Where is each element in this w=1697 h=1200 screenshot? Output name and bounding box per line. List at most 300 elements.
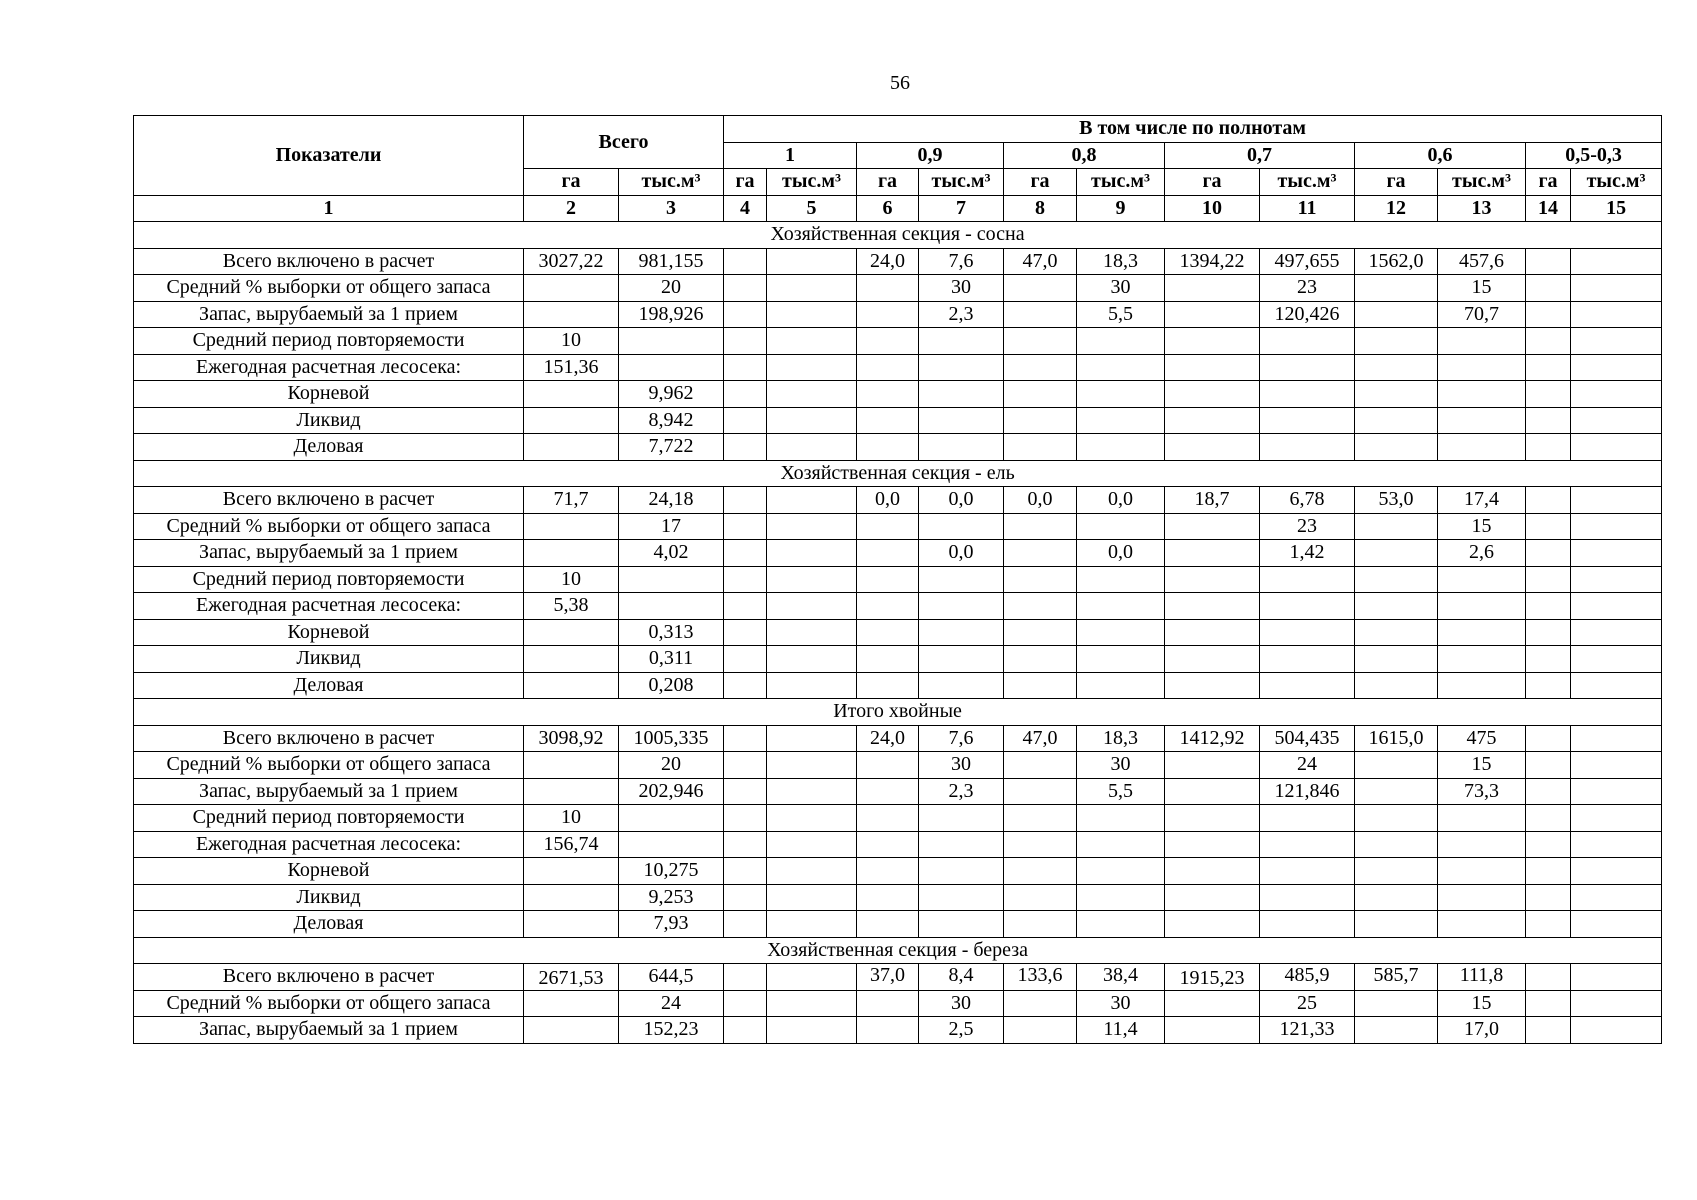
header-unit-ha: га <box>1004 169 1077 196</box>
table-cell <box>1004 275 1077 302</box>
table-cell <box>1077 911 1165 938</box>
section-title: Хозяйственная секция - береза <box>134 937 1662 964</box>
table-cell <box>857 381 919 408</box>
table-cell <box>1004 301 1077 328</box>
table-cell <box>919 805 1004 832</box>
table-cell <box>1355 407 1438 434</box>
table-cell <box>767 540 857 567</box>
table-cell: 133,6 <box>1004 964 1077 991</box>
table-cell <box>1165 593 1260 620</box>
table-cell <box>524 884 619 911</box>
table-cell <box>1571 301 1662 328</box>
table-cell <box>767 805 857 832</box>
table-cell: 10,275 <box>619 858 724 885</box>
table-cell <box>1355 646 1438 673</box>
table-cell <box>1004 672 1077 699</box>
table-cell <box>1571 248 1662 275</box>
table-cell <box>1165 301 1260 328</box>
table-cell: 7,93 <box>619 911 724 938</box>
table-cell: 644,5 <box>619 964 724 991</box>
table-cell <box>857 540 919 567</box>
header-indicators: Показатели <box>134 116 524 196</box>
table-row <box>134 487 1662 514</box>
table-cell: 2671,53 <box>524 964 619 991</box>
table-cell: 0,0 <box>919 487 1004 514</box>
header-unit-ha: га <box>1526 169 1571 196</box>
table-cell: 121,33 <box>1260 1017 1355 1044</box>
table-cell <box>724 566 767 593</box>
row-label: Корневой <box>134 858 524 885</box>
table-cell <box>767 911 857 938</box>
table-cell <box>857 884 919 911</box>
table-cell <box>524 672 619 699</box>
table-cell <box>1004 593 1077 620</box>
table-cell <box>1260 646 1355 673</box>
table-cell: 2,3 <box>919 778 1004 805</box>
table-cell: 10 <box>524 805 619 832</box>
table-cell <box>1438 434 1526 461</box>
header-unit-ha: га <box>524 169 619 196</box>
table-cell <box>1077 831 1165 858</box>
table-cell <box>857 911 919 938</box>
table-cell: 0,0 <box>1077 540 1165 567</box>
table-cell <box>1571 1017 1662 1044</box>
table-cell <box>857 831 919 858</box>
table-cell: 457,6 <box>1438 248 1526 275</box>
table-cell <box>1571 566 1662 593</box>
table-cell <box>724 619 767 646</box>
table-cell <box>1355 831 1438 858</box>
table-cell <box>724 646 767 673</box>
table-cell <box>724 752 767 779</box>
column-number: 12 <box>1355 195 1438 222</box>
table-cell <box>919 646 1004 673</box>
table-cell: 24,18 <box>619 487 724 514</box>
table-cell <box>919 354 1004 381</box>
table-cell <box>767 858 857 885</box>
table-cell <box>524 752 619 779</box>
table-cell <box>724 593 767 620</box>
table-cell: 18,7 <box>1165 487 1260 514</box>
table-cell <box>1571 858 1662 885</box>
row-label: Деловая <box>134 911 524 938</box>
table-cell: 981,155 <box>619 248 724 275</box>
table-cell <box>1571 752 1662 779</box>
table-cell <box>1438 354 1526 381</box>
table-cell <box>1165 354 1260 381</box>
table-cell <box>619 593 724 620</box>
table-cell <box>724 1017 767 1044</box>
table-cell <box>724 540 767 567</box>
table-cell <box>1165 831 1260 858</box>
table-cell: 30 <box>1077 752 1165 779</box>
table-cell <box>1004 407 1077 434</box>
table-cell: 18,3 <box>1077 248 1165 275</box>
table-cell <box>767 646 857 673</box>
table-cell <box>1004 540 1077 567</box>
table-cell: 202,946 <box>619 778 724 805</box>
row-label: Запас, вырубаемый за 1 прием <box>134 301 524 328</box>
table-cell <box>1438 884 1526 911</box>
table-cell <box>1260 672 1355 699</box>
table-cell: 20 <box>619 275 724 302</box>
table-cell <box>1260 354 1355 381</box>
table-cell <box>1260 619 1355 646</box>
column-number: 4 <box>724 195 767 222</box>
table-cell <box>767 778 857 805</box>
table-cell: 53,0 <box>1355 487 1438 514</box>
table-cell: 47,0 <box>1004 248 1077 275</box>
table-cell <box>919 407 1004 434</box>
table-cell <box>1077 672 1165 699</box>
table-cell <box>1526 911 1571 938</box>
table-cell <box>1260 831 1355 858</box>
row-label: Ликвид <box>134 884 524 911</box>
table-cell <box>1260 805 1355 832</box>
table-cell: 10 <box>524 566 619 593</box>
table-cell <box>524 434 619 461</box>
table-cell <box>857 858 919 885</box>
table-cell <box>919 884 1004 911</box>
table-cell: 30 <box>919 752 1004 779</box>
table-cell <box>1571 434 1662 461</box>
table-cell: 24,0 <box>857 248 919 275</box>
table-cell <box>1571 540 1662 567</box>
table-cell <box>724 858 767 885</box>
table-cell <box>724 328 767 355</box>
table-row <box>134 248 1662 275</box>
row-label: Ликвид <box>134 407 524 434</box>
table-cell <box>1526 381 1571 408</box>
table-cell <box>767 884 857 911</box>
table-cell <box>1260 858 1355 885</box>
header-density-0-5-0-3: 0,5-0,3 <box>1526 142 1662 169</box>
table-cell <box>1438 566 1526 593</box>
section-title-row <box>134 699 1662 726</box>
table-cell <box>1004 566 1077 593</box>
table-cell: 11,4 <box>1077 1017 1165 1044</box>
table-row <box>134 884 1662 911</box>
table-cell <box>1077 381 1165 408</box>
table-cell: 152,23 <box>619 1017 724 1044</box>
table-cell <box>1438 619 1526 646</box>
table-cell: 1005,335 <box>619 725 724 752</box>
table-cell <box>767 275 857 302</box>
table-cell <box>1355 354 1438 381</box>
table-row <box>134 990 1662 1017</box>
table-cell <box>1004 381 1077 408</box>
table-row <box>134 354 1662 381</box>
table-cell <box>524 619 619 646</box>
table-cell <box>1526 540 1571 567</box>
table-cell <box>619 354 724 381</box>
table-cell <box>1355 884 1438 911</box>
table-cell <box>1355 381 1438 408</box>
table-header <box>134 116 1662 222</box>
header-unit-volume: тыс.м³ <box>1571 169 1662 196</box>
table-cell <box>1165 805 1260 832</box>
table-row <box>134 752 1662 779</box>
table-cell <box>724 911 767 938</box>
table-cell <box>1165 911 1260 938</box>
table-cell <box>619 805 724 832</box>
table-cell <box>767 831 857 858</box>
table-cell <box>1571 805 1662 832</box>
table-cell <box>1526 858 1571 885</box>
header-unit-volume: тыс.м³ <box>1260 169 1355 196</box>
table-cell: 9,962 <box>619 381 724 408</box>
header-density-1: 1 <box>724 142 857 169</box>
table-cell <box>1165 566 1260 593</box>
table-cell <box>619 566 724 593</box>
table-cell: 0,0 <box>857 487 919 514</box>
table-cell <box>724 964 767 991</box>
table-cell: 5,5 <box>1077 301 1165 328</box>
table-row <box>134 407 1662 434</box>
table-cell <box>1526 672 1571 699</box>
table-cell <box>1077 805 1165 832</box>
table-cell <box>1077 354 1165 381</box>
table-cell <box>1004 354 1077 381</box>
table-cell: 0,0 <box>919 540 1004 567</box>
table-cell: 15 <box>1438 275 1526 302</box>
table-cell <box>857 354 919 381</box>
table-cell <box>1004 328 1077 355</box>
table-cell <box>1526 513 1571 540</box>
row-label: Деловая <box>134 672 524 699</box>
row-label: Средний период повторяемости <box>134 805 524 832</box>
table-cell: 15 <box>1438 752 1526 779</box>
table-cell <box>1438 646 1526 673</box>
table-body <box>134 222 1662 1044</box>
table-cell <box>767 725 857 752</box>
table-cell <box>724 301 767 328</box>
table-cell <box>1165 858 1260 885</box>
table-cell: 18,3 <box>1077 725 1165 752</box>
table-cell <box>1571 911 1662 938</box>
row-label: Средний % выборки от общего запаса <box>134 990 524 1017</box>
table-cell <box>1571 593 1662 620</box>
table-row <box>134 964 1662 991</box>
table-cell <box>1438 328 1526 355</box>
table-cell: 8,4 <box>919 964 1004 991</box>
table-cell <box>1004 778 1077 805</box>
row-label: Запас, вырубаемый за 1 прием <box>134 540 524 567</box>
table-cell <box>1077 407 1165 434</box>
table-cell <box>1355 990 1438 1017</box>
table-cell: 8,942 <box>619 407 724 434</box>
table-cell <box>524 275 619 302</box>
table-cell <box>857 593 919 620</box>
table-row <box>134 1017 1662 1044</box>
table-cell: 121,846 <box>1260 778 1355 805</box>
table-cell <box>767 354 857 381</box>
table-cell <box>767 1017 857 1044</box>
table-cell <box>524 911 619 938</box>
table-cell: 6,78 <box>1260 487 1355 514</box>
table-cell: 71,7 <box>524 487 619 514</box>
table-cell <box>1004 619 1077 646</box>
table-cell: 0,0 <box>1077 487 1165 514</box>
table-cell <box>524 301 619 328</box>
row-label: Средний % выборки от общего запаса <box>134 275 524 302</box>
row-label: Всего включено в расчет <box>134 248 524 275</box>
table-cell <box>1165 672 1260 699</box>
row-label: Всего включено в расчет <box>134 487 524 514</box>
forest-harvest-table <box>133 115 1662 1044</box>
table-cell <box>1004 513 1077 540</box>
table-cell <box>767 487 857 514</box>
table-cell <box>919 831 1004 858</box>
table-cell <box>1526 301 1571 328</box>
table-cell <box>919 858 1004 885</box>
table-cell: 73,3 <box>1438 778 1526 805</box>
table-cell <box>1526 725 1571 752</box>
column-number: 10 <box>1165 195 1260 222</box>
table-cell: 5,38 <box>524 593 619 620</box>
table-cell: 30 <box>1077 990 1165 1017</box>
table-cell: 1615,0 <box>1355 725 1438 752</box>
table-cell <box>1165 646 1260 673</box>
table-cell <box>1526 566 1571 593</box>
table-cell <box>724 434 767 461</box>
table-cell <box>1355 672 1438 699</box>
table-cell <box>724 275 767 302</box>
table-cell <box>1004 1017 1077 1044</box>
row-label: Ежегодная расчетная лесосека: <box>134 593 524 620</box>
table-cell <box>1165 1017 1260 1044</box>
table-cell <box>857 1017 919 1044</box>
table-cell <box>1355 593 1438 620</box>
table-cell <box>767 566 857 593</box>
table-cell <box>1571 884 1662 911</box>
table-row <box>134 593 1662 620</box>
table-cell <box>857 275 919 302</box>
table-cell <box>1004 884 1077 911</box>
table-cell: 7,722 <box>619 434 724 461</box>
row-label: Запас, вырубаемый за 1 прием <box>134 1017 524 1044</box>
table-cell <box>767 990 857 1017</box>
table-cell <box>767 407 857 434</box>
table-cell <box>1571 725 1662 752</box>
table-cell <box>857 328 919 355</box>
header-density-0-6: 0,6 <box>1355 142 1526 169</box>
table-cell <box>1526 884 1571 911</box>
table-cell: 0,208 <box>619 672 724 699</box>
table-cell: 15 <box>1438 990 1526 1017</box>
table-cell: 485,9 <box>1260 964 1355 991</box>
table-cell: 24,0 <box>857 725 919 752</box>
table-cell <box>767 593 857 620</box>
table-cell <box>524 381 619 408</box>
table-cell: 70,7 <box>1438 301 1526 328</box>
table-cell <box>1526 275 1571 302</box>
table-cell: 3098,92 <box>524 725 619 752</box>
table-cell <box>1165 778 1260 805</box>
table-cell <box>1526 407 1571 434</box>
table-cell <box>919 328 1004 355</box>
table-cell <box>1077 513 1165 540</box>
table-cell <box>919 434 1004 461</box>
table-cell <box>524 540 619 567</box>
table-cell <box>1571 513 1662 540</box>
header-column-numbers-row <box>134 195 1662 222</box>
header-by-density: В том числе по полнотам <box>724 116 1662 143</box>
table-cell <box>1355 805 1438 832</box>
table-cell: 20 <box>619 752 724 779</box>
table-cell: 504,435 <box>1260 725 1355 752</box>
table-cell <box>767 434 857 461</box>
table-cell <box>919 619 1004 646</box>
table-cell <box>524 778 619 805</box>
section-title-row <box>134 460 1662 487</box>
table-cell <box>1526 354 1571 381</box>
table-cell: 1412,92 <box>1165 725 1260 752</box>
header-unit-ha: га <box>1165 169 1260 196</box>
table-cell <box>1355 911 1438 938</box>
table-cell <box>1165 990 1260 1017</box>
table-cell <box>1438 911 1526 938</box>
table-cell <box>1260 328 1355 355</box>
table-cell <box>1004 990 1077 1017</box>
table-cell: 1394,22 <box>1165 248 1260 275</box>
row-label: Средний период повторяемости <box>134 566 524 593</box>
column-number: 11 <box>1260 195 1355 222</box>
column-number: 1 <box>134 195 524 222</box>
header-density-0-7: 0,7 <box>1165 142 1355 169</box>
table-row <box>134 778 1662 805</box>
table-cell <box>1355 619 1438 646</box>
table-cell <box>1004 752 1077 779</box>
table-cell <box>724 248 767 275</box>
header-unit-volume: тыс.м³ <box>919 169 1004 196</box>
table-cell <box>1526 964 1571 991</box>
table-cell <box>1004 805 1077 832</box>
table-cell: 7,6 <box>919 725 1004 752</box>
table-cell <box>1526 434 1571 461</box>
table-cell <box>1077 619 1165 646</box>
table-cell <box>857 513 919 540</box>
table-cell <box>1355 328 1438 355</box>
table-cell: 1562,0 <box>1355 248 1438 275</box>
table-cell <box>1526 805 1571 832</box>
table-row <box>134 301 1662 328</box>
table-cell <box>1438 407 1526 434</box>
table-cell <box>767 619 857 646</box>
table-cell <box>767 513 857 540</box>
row-label: Ежегодная расчетная лесосека: <box>134 831 524 858</box>
column-number: 2 <box>524 195 619 222</box>
table-cell <box>1165 884 1260 911</box>
table-cell <box>1355 1017 1438 1044</box>
table-cell <box>1526 619 1571 646</box>
table-cell <box>1438 593 1526 620</box>
table-cell <box>1004 831 1077 858</box>
table-cell <box>724 407 767 434</box>
table-cell <box>767 248 857 275</box>
table-cell: 3027,22 <box>524 248 619 275</box>
table-cell <box>1260 884 1355 911</box>
table-cell <box>1260 381 1355 408</box>
table-cell <box>1165 752 1260 779</box>
header-unit-volume: тыс.м³ <box>619 169 724 196</box>
table-cell: 2,5 <box>919 1017 1004 1044</box>
table-cell <box>1526 487 1571 514</box>
table-cell <box>767 301 857 328</box>
section-title: Хозяйственная секция - сосна <box>134 222 1662 249</box>
table-cell <box>857 752 919 779</box>
table-cell: 30 <box>919 275 1004 302</box>
